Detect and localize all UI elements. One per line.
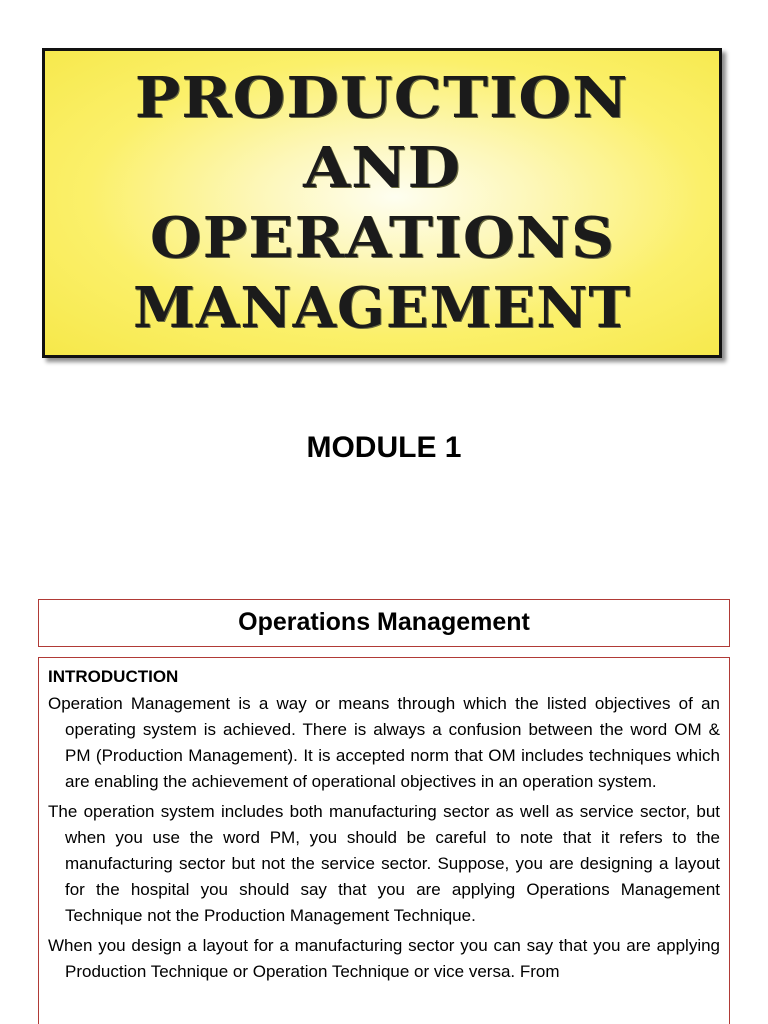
banner-line-operations: OPERATIONS bbox=[149, 205, 615, 271]
paragraph: When you design a layout for a manufacturing sector you can say that you are applying Production Technique or Operation Technique or vice versa. From bbox=[48, 936, 720, 981]
banner-line-management: MANAGEMENT bbox=[132, 275, 632, 341]
banner-line-and: AND bbox=[303, 135, 461, 201]
banner-line-production: PRODUCTION bbox=[135, 65, 629, 131]
paragraph: The operation system includes both manufacturing sector as well as service sector, but when you use the word PM, you should be careful to note that it refers to the manufacturing sector but not the service sector. Suppose, you are designing a layout for the hospital you should say that you are applying Operations Management Technique not the Production Management Technique. bbox=[48, 802, 720, 925]
content-box bbox=[38, 657, 730, 1024]
module-title: MODULE 1 bbox=[306, 431, 462, 464]
paragraph: Operation Management is a way or means through which the listed objectives of an operating system is achieved. There is always a confusion between the word OM & PM (Production Management). It is accepted norm that OM includes techniques which are enabling the achievement of operational objectives in an operation system. bbox=[48, 694, 720, 791]
section-title: Operations Management bbox=[38, 599, 730, 647]
title-banner bbox=[42, 48, 722, 358]
intro-heading: INTRODUCTION bbox=[48, 667, 179, 686]
